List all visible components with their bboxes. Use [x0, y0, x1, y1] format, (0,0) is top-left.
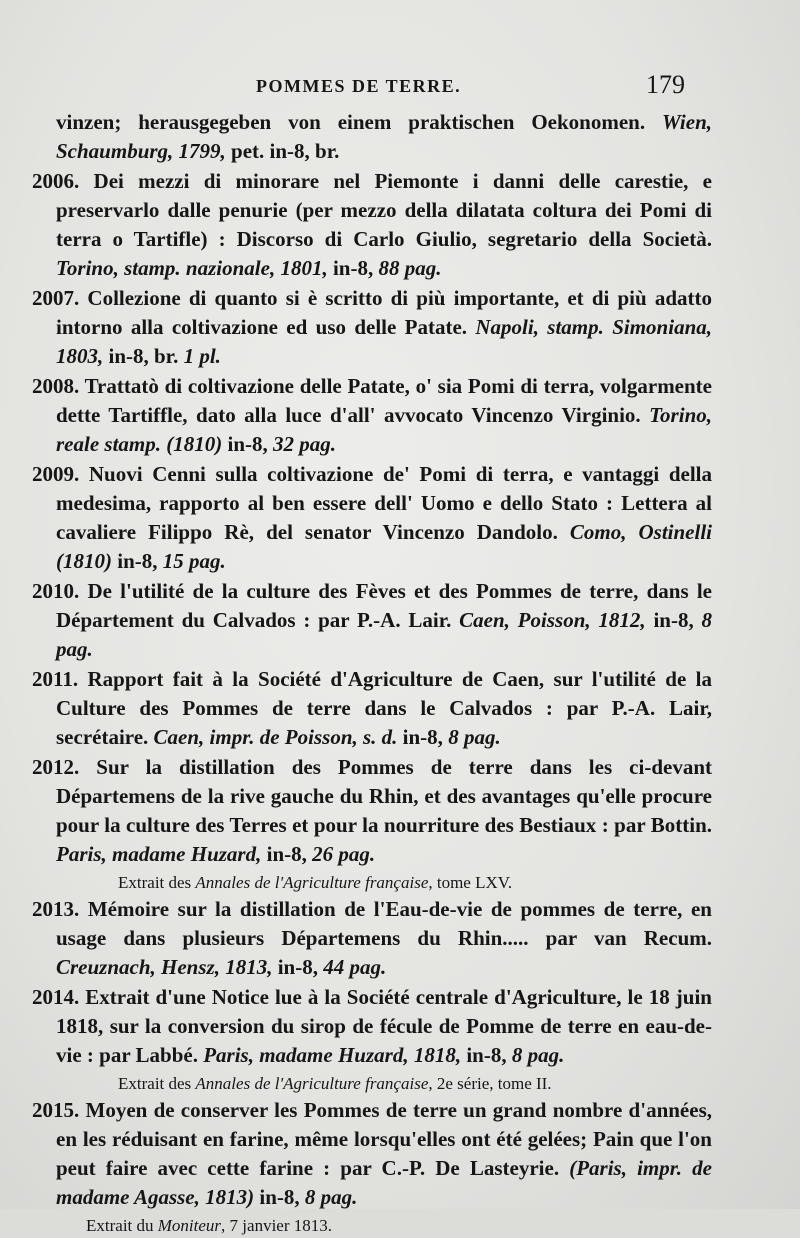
entry-2009: 2009. Nuovi Cenni sulla coltivazione de' Pomi di terra, e vantaggi della medesima, rapporto al ben essere dell' Uomo e dello Stato : Lettera al cavaliere Filippo Rè, del senator Vincenzo Dandolo. Como, Ostinelli (1810) in-8, 15 pag. [32, 461, 712, 574]
entry-continuation: vinzen; herausgegeben von einem praktischen Oekonomen. Wien, Schaumburg, 1799, pet. in-8, br. [56, 110, 712, 164]
bibliography-list [32, 108, 712, 1238]
extract-note-2015: Extrait du Moniteur, 7 janvier 1813. [86, 1215, 332, 1235]
page-number: 179 [646, 70, 685, 99]
running-title: POMMES DE TERRE. [256, 76, 462, 96]
entry-2015: 2015. Moyen de conserver les Pommes de terre un grand nombre d'années, en les réduisant en farine, même lorsqu'elles ont été gelées; Pain que l'on peut faire avec cette farine : par C.-P. De Lasteyrie. (Paris, impr. de madame Agasse, 1813) in-8, 8 pag. [32, 1097, 712, 1210]
entry-2012: 2012. Sur la distillation des Pommes de terre dans les ci-devant Départemens de la rive gauche du Rhin, et des avantages qu'elle procure pour la culture des Terres et pour la nourriture des Bestiaux : par Bottin. Paris, madame Huzard, in-8, 26 pag. [32, 754, 712, 867]
extract-note-2014: Extrait des Annales de l'Agriculture française, 2e série, tome II. [118, 1073, 552, 1093]
running-head [0, 70, 800, 104]
extract-note-2012: Extrait des Annales de l'Agriculture française, tome LXV. [118, 872, 513, 892]
entry-2014: 2014. Extrait d'une Notice lue à la Société centrale d'Agriculture, le 18 juin 1818, sur la conversion du sirop de fécule de Pomme de terre en eau-de-vie : par Labbé. Paris, madame Huzard, 1818, in-8, 8 pag. [32, 984, 712, 1068]
entry-2007: 2007. Collezione di quanto si è scritto di più importante, et di più adatto intorno alla coltivazione ed uso delle Patate. Napoli, stamp. Simoniana, 1803, in-8, br. 1 pl. [32, 285, 712, 369]
entry-2010: 2010. De l'utilité de la culture des Fèves et des Pommes de terre, dans le Département du Calvados : par P.-A. Lair. Caen, Poisson, 1812, in-8, 8 pag. [32, 578, 712, 662]
entry-2008: 2008. Trattatò di coltivazione delle Patate, o' sia Pomi di terra, volgarmente dette Tartiffle, dato alla luce d'all' avvocato Vincenzo Virginio. Torino, reale stamp. (1810) in-8, 32 pag. [32, 373, 712, 457]
entry-2011: 2011. Rapport fait à la Société d'Agriculture de Caen, sur l'utilité de la Culture des Pommes de terre dans le Calvados : par P.-A. Lair, secrétaire. Caen, impr. de Poisson, s. d. in-8, 8 pag. [32, 666, 712, 750]
entry-2006: 2006. Dei mezzi di minorare nel Piemonte i danni delle carestie, e preservarlo dalle penurie (per mezzo della dilatata coltura dei Pomi di terra o Tartifle) : Discorso di Carlo Giulio, segretario della Società. Torino, stamp. nazionale, 1801, in-8, 88 pag. [32, 168, 712, 281]
entry-2013: 2013. Mémoire sur la distillation de l'Eau-de-vie de pommes de terre, en usage dans plusieurs Départemens du Rhin..... par van Recum. Creuznach, Hensz, 1813, in-8, 44 pag. [32, 896, 712, 980]
